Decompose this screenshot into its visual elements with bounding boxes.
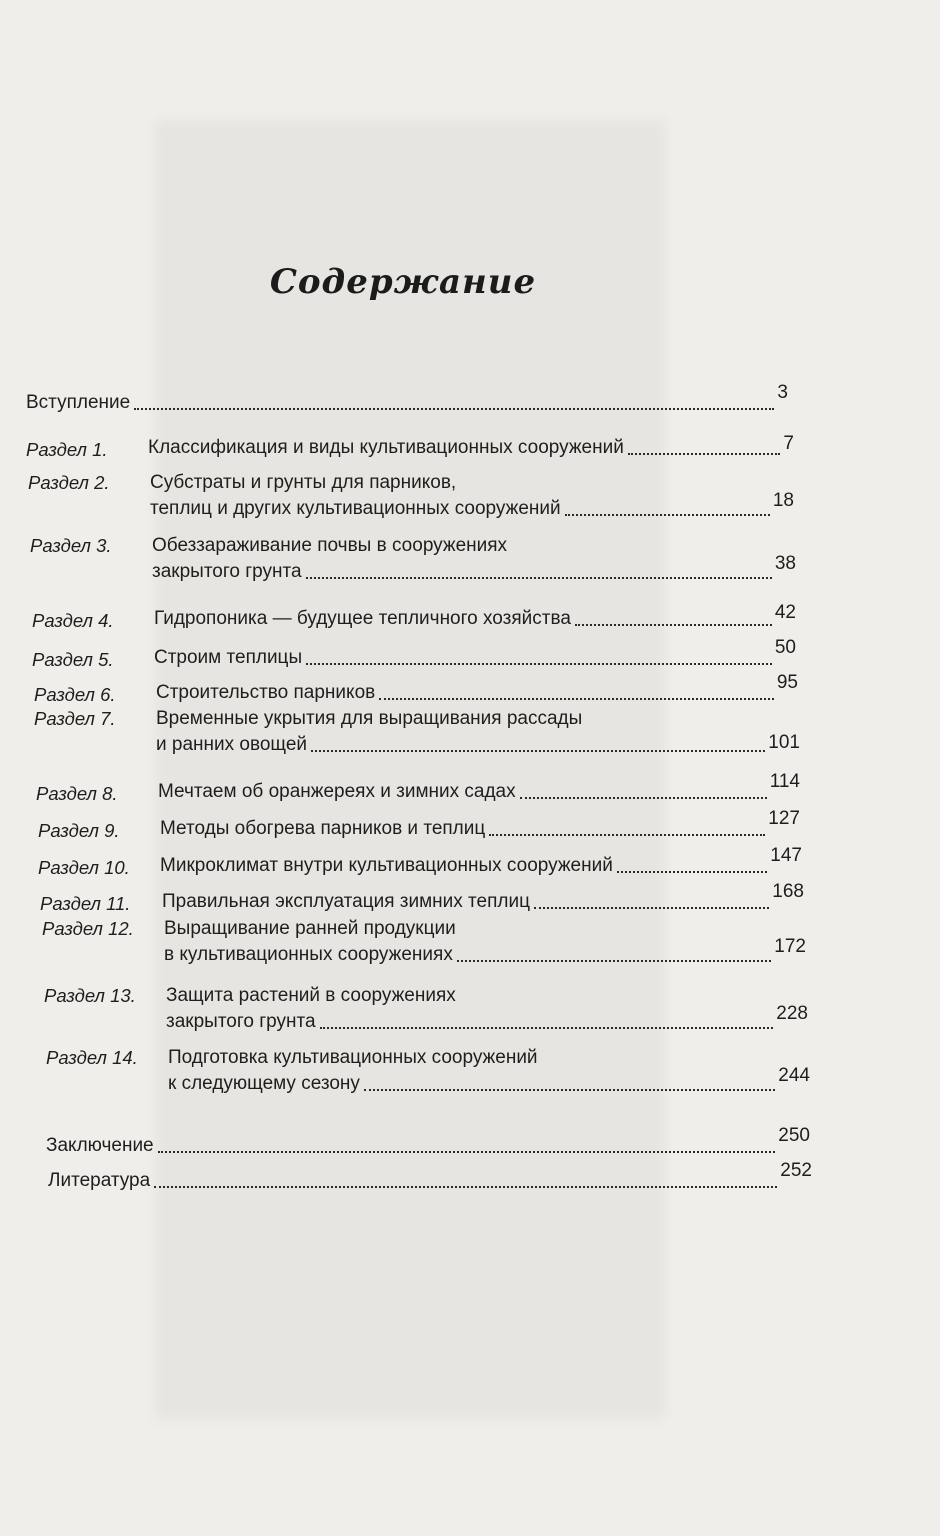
section-label: Раздел 7. xyxy=(34,708,116,729)
toc-page-number: 244 xyxy=(778,1065,810,1086)
toc-entry-title: Вступление xyxy=(26,392,131,413)
toc-entry-literature xyxy=(48,1160,812,1194)
toc-entry-title-line-2: закрытого грунта xyxy=(166,1011,316,1032)
toc-entry-title: Гидропоника — будущее тепличного хозяйства xyxy=(154,608,571,629)
dot-leader xyxy=(379,698,774,700)
toc-entry-title: Строим теплицы xyxy=(154,647,303,668)
toc-entry-title: Литература xyxy=(48,1170,151,1191)
toc-entry-title: Микроклимат внутри культивационных сооружений xyxy=(160,855,613,876)
toc-page-number: 38 xyxy=(774,553,796,574)
toc-entry-title-line-1: Субстраты и грунты для парников, xyxy=(150,472,457,493)
dot-leader xyxy=(520,797,767,799)
toc-page-number: 3 xyxy=(777,382,788,403)
toc-page-number: 228 xyxy=(776,1003,808,1024)
toc-entry-title-line-1: Защита растений в сооружениях xyxy=(166,985,456,1006)
dot-leader xyxy=(575,624,772,626)
dot-leader xyxy=(617,871,767,873)
toc-entry-title: Мечтаем об оранжереях и зимних садах xyxy=(158,781,516,802)
toc-entry-section-2 xyxy=(28,470,794,522)
toc-entry-title: Строительство парников xyxy=(156,682,376,703)
toc-entry-title-line-1: Выращивание ранней продукции xyxy=(164,918,456,939)
section-label: Раздел 10. xyxy=(38,857,130,878)
section-label: Раздел 8. xyxy=(36,783,118,804)
toc-entry-title-line-1: Обеззараживание почвы в сооружениях xyxy=(152,535,508,556)
toc-entry-section-14 xyxy=(46,1045,810,1097)
dot-leader xyxy=(320,1027,774,1029)
dot-leader xyxy=(364,1089,775,1091)
dot-leader xyxy=(306,577,772,579)
toc-entry-title-line-2: закрытого грунта xyxy=(152,561,302,582)
toc-page-number: 168 xyxy=(772,881,804,902)
dot-leader xyxy=(134,408,774,410)
toc-entry-title: Методы обогрева парников и теплиц xyxy=(160,818,486,839)
toc-entry-conclusion xyxy=(46,1125,810,1159)
toc-page-number: 172 xyxy=(774,936,806,957)
toc-entry-section-6 xyxy=(34,672,798,706)
section-label: Раздел 3. xyxy=(30,535,112,556)
toc-page-number: 252 xyxy=(780,1160,812,1181)
toc-page-number: 95 xyxy=(776,672,798,693)
section-label: Раздел 1. xyxy=(26,439,108,460)
toc-entry-title-line-1: Временные укрытия для выращивания рассады xyxy=(156,708,583,729)
toc-page-number: 7 xyxy=(783,433,794,454)
toc-page-number: 127 xyxy=(768,808,800,829)
toc-entry-title-line-2: и ранних овощей xyxy=(156,734,308,755)
toc-entry-title-line-2: теплиц и других культивационных сооружений xyxy=(150,498,561,519)
toc-entry-title-line-1: Подготовка культивационных сооружений xyxy=(168,1047,538,1068)
section-label: Раздел 5. xyxy=(32,649,114,670)
toc-entry-title: Классификация и виды культивационных сооружений xyxy=(148,437,624,458)
dot-leader xyxy=(489,834,765,836)
toc-entry-section-11 xyxy=(40,881,804,915)
toc-entry-section-9 xyxy=(38,808,800,842)
toc-page-number: 42 xyxy=(774,602,796,623)
toc-entry-section-5 xyxy=(32,637,796,671)
toc-entry-section-13 xyxy=(44,983,808,1035)
dot-leader xyxy=(306,663,772,665)
dot-leader xyxy=(565,514,770,516)
dot-leader xyxy=(457,960,771,962)
dot-leader xyxy=(154,1186,777,1188)
toc-entry-title: Правильная эксплуатация зимних теплиц xyxy=(162,891,530,912)
toc-page-number: 50 xyxy=(774,637,796,658)
toc-entry-title-line-2: к следующему сезону xyxy=(168,1073,360,1094)
toc-page-number: 114 xyxy=(769,771,800,792)
toc-page-number: 250 xyxy=(778,1125,810,1146)
dot-leader xyxy=(311,750,765,752)
section-label: Раздел 11. xyxy=(40,893,131,914)
toc-entry-title-line-2: в культивационных сооружениях xyxy=(164,944,453,965)
toc-entry-section-8 xyxy=(36,771,800,805)
section-label: Раздел 14. xyxy=(46,1047,138,1068)
toc-entry-section-4 xyxy=(32,602,796,632)
toc-entry-section-12 xyxy=(42,916,806,968)
toc-page-number: 18 xyxy=(772,490,794,511)
section-label: Раздел 4. xyxy=(32,610,114,631)
dot-leader xyxy=(158,1151,776,1153)
toc-page-number: 147 xyxy=(770,845,802,866)
toc-entry-title: Заключение xyxy=(46,1135,154,1156)
dot-leader xyxy=(534,907,769,909)
section-label: Раздел 2. xyxy=(28,472,110,493)
section-label: Раздел 9. xyxy=(38,820,120,841)
section-label: Раздел 13. xyxy=(44,985,136,1006)
toc-entry-section-3 xyxy=(30,533,796,585)
toc-entry-section-7 xyxy=(34,706,800,758)
section-label: Раздел 6. xyxy=(34,684,116,705)
toc-page-number: 101 xyxy=(768,732,800,753)
page-title: Содержание xyxy=(269,262,537,302)
toc-entry-section-1 xyxy=(26,435,794,461)
section-label: Раздел 12. xyxy=(42,918,134,939)
toc-entry-intro xyxy=(26,382,788,416)
dot-leader xyxy=(628,453,781,455)
toc-entry-section-10 xyxy=(38,845,802,879)
